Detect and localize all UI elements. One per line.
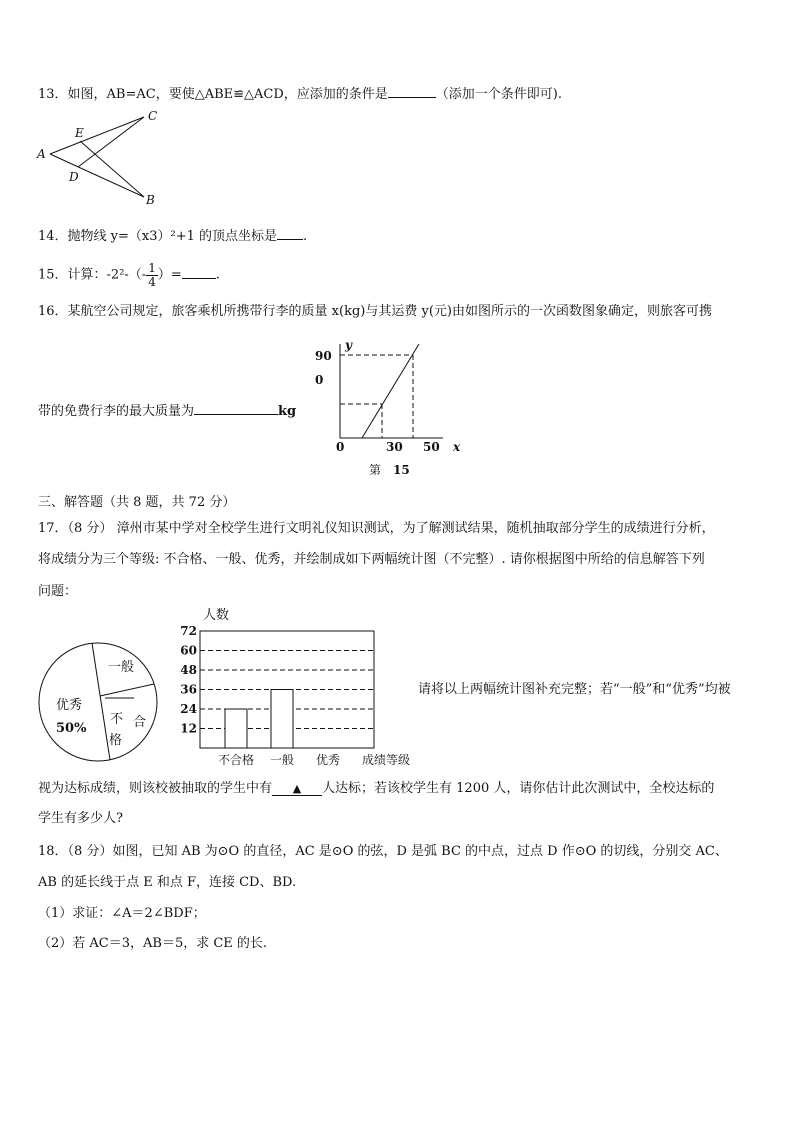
- bar-chart-ylabel: 人数: [203, 608, 230, 623]
- q13-figure: [30, 106, 170, 210]
- y-tick-0: 0: [315, 373, 324, 387]
- origin-label: 0: [336, 440, 345, 454]
- line-EB: [80, 141, 144, 197]
- q17-line4-prefix: 视为达标成绩，则该校被抽取的学生中有: [38, 781, 273, 796]
- q16-line2-prefix: 带的免费行李的最大质量为: [38, 404, 195, 419]
- q14-text: [38, 227, 307, 243]
- q13-prefix: 13．如图，AB=AC，要使△ABE≌△ACD，应添加的条件是: [38, 87, 388, 102]
- y-tick-label: 24: [180, 702, 197, 716]
- x-axis-letter: x: [453, 440, 461, 454]
- q18-part2: （2）若 AC＝3，AB＝5，求 CE 的长.: [38, 936, 268, 951]
- q13-suffix: （添加一个条件即可).: [435, 87, 563, 102]
- label-C: C: [148, 109, 158, 123]
- y-tick-label: 48: [180, 663, 197, 677]
- q13-answer-blank: [388, 85, 436, 98]
- q15-prefix: 15．计算：-2²-（-: [38, 267, 147, 283]
- bar: [225, 709, 247, 748]
- y-tick-label: 12: [180, 721, 197, 736]
- answer-mark-icon: ▲: [292, 782, 302, 795]
- q17-line4: [38, 782, 714, 796]
- q14-suffix: .: [303, 229, 308, 244]
- line-DC: [78, 117, 144, 167]
- q15-answer-blank: [182, 266, 216, 279]
- q18-part1: （1）求证：∠A＝2∠BDF；: [38, 906, 206, 921]
- q17-pie-chart: [36, 640, 162, 766]
- line-AB: [50, 154, 144, 197]
- q18-line1: 18．（8 分）如图，已知 AB 为⊙O 的直径，AC 是⊙O 的弦，D 是弧 BC 的中点，过点 D 作⊙O 的切线，分别交 AC、: [38, 844, 728, 859]
- y-tick-label: 60: [180, 643, 197, 658]
- bar: [271, 690, 293, 749]
- x-tick-label: 一般: [269, 753, 295, 767]
- q14-answer-blank: [277, 227, 303, 240]
- q16-line2: [38, 402, 296, 418]
- pie-label-general: 一般: [108, 660, 135, 675]
- q15-numerator: 1: [148, 261, 156, 275]
- q16-answer-blank: [194, 402, 278, 415]
- q16-graph: [305, 336, 475, 481]
- function-line: [362, 344, 419, 438]
- q15-end: .: [215, 267, 220, 283]
- q17-line2: 将成绩分为三个等级: 不合格、一般、优秀，并绘制成如下两幅统计图（不完整）. 请你根据图中所给的信息解答下列: [38, 552, 705, 567]
- bar-chart-xlabel: 成绩等级: [362, 753, 411, 767]
- q15-fraction: [146, 262, 158, 288]
- q17-line1: 17．（8 分） 漳州市某中学对全校学生进行文明礼仪知识测试，为了解测试结果，随机抽取部分学生的成绩进行分析，: [38, 521, 715, 536]
- q17-answer-blank: [272, 783, 322, 796]
- q17-side-text: 请将以上两幅统计图补充完整；若“一般”和“优秀”均被: [418, 682, 731, 697]
- graph-caption-a: 第: [369, 463, 382, 477]
- q18-line2: AB 的延长线于点 E 和点 F，连接 CD、BD.: [38, 875, 297, 890]
- label-A: A: [37, 147, 46, 161]
- pie-label-excellent: 优秀: [56, 698, 83, 713]
- graph-caption-b: 15: [393, 463, 410, 477]
- y-tick-label: 36: [180, 682, 197, 697]
- label-E: E: [75, 126, 84, 140]
- label-D: D: [69, 170, 79, 184]
- y-tick-label: 72: [180, 624, 197, 638]
- q15-denominator: 4: [148, 274, 156, 289]
- q16-unit: kg: [278, 404, 297, 419]
- q17-line3: 问题：: [38, 584, 78, 599]
- q15-text: [38, 262, 220, 288]
- q14-stem: 14．抛物线 y=（x3）²+1 的顶点坐标是: [38, 229, 278, 244]
- line-AC: [50, 117, 144, 154]
- x-tick-label: 优秀: [315, 753, 341, 767]
- y-axis-letter: y: [345, 338, 352, 352]
- q17-line5: 学生有多少人?: [38, 811, 123, 826]
- pie-label-excellent-pct: 50%: [56, 721, 87, 736]
- q17-line4-suffix: 人达标；若该校学生有 1200 人，请你估计此次测试中，全校达标的: [322, 781, 715, 796]
- section-3-title: 三、解答题（共 8 题，共 72 分）: [38, 495, 236, 510]
- q17-bar-chart: [170, 603, 420, 773]
- q13-text: [38, 85, 562, 101]
- pie-label-fail-c: 格: [109, 733, 123, 748]
- pie-label-fail-a: 不: [110, 712, 124, 727]
- pie-label-fail-b: 合: [133, 715, 147, 730]
- x-tick-label: 不合格: [217, 753, 255, 767]
- x-tick-30: 30: [386, 440, 403, 454]
- q15-suffix: ）=: [157, 267, 182, 283]
- pie-divider-short: [100, 684, 154, 696]
- y-tick-90: 90: [315, 349, 332, 363]
- label-B: B: [146, 193, 155, 207]
- q16-line1: 16．某航空公司规定，旅客乘机所携带行李的质量 x(kg)与其运费 y(元)由如图所示的一次函数图象确定，则旅客可携: [38, 304, 712, 319]
- x-tick-50: 50: [423, 440, 440, 454]
